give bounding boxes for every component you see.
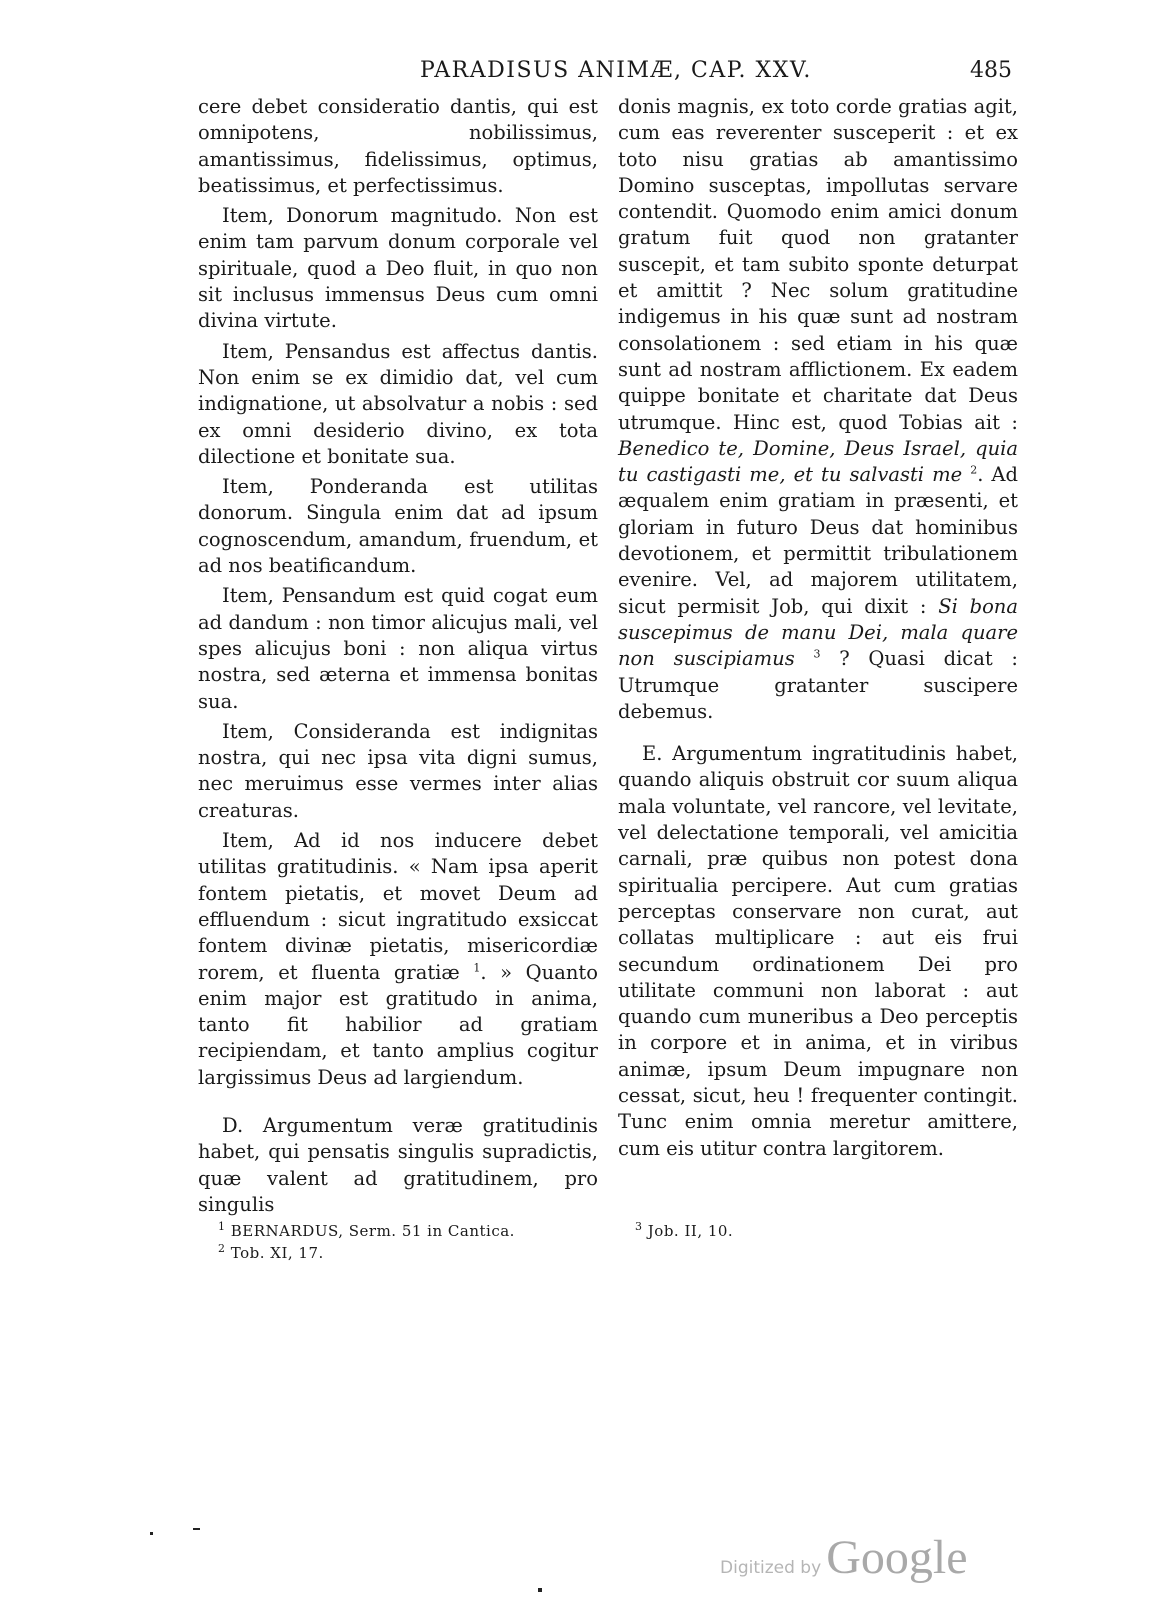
running-header <box>0 58 1169 88</box>
footnote-mark: 1 <box>218 1220 226 1233</box>
paragraph <box>618 94 1018 725</box>
watermark-prefix: Digitized by <box>720 1558 822 1578</box>
paragraph: Item, Consideranda est indignitas nostra, qui nec ipsa vita digni sumus, nec meruimus esse vermes inter alias creaturas. <box>198 719 598 822</box>
digitized-watermark <box>720 1530 968 1590</box>
footnote-text: BERNARDUS, Serm. 51 in Cantica. <box>230 1222 515 1240</box>
paragraph: Item, Pensandus est affectus dantis. Non enim se ex dimidio dat, vel cum indignatione, ut absolvatur a nobis : sed ex omni desiderio divino, ex tota dilectione et bonitate sua. <box>198 339 598 468</box>
page-number: 485 <box>970 58 1012 83</box>
left-column <box>198 94 598 1222</box>
google-logo: Google <box>826 1531 968 1584</box>
paragraph: cere debet consideratio dantis, qui est omnipotens, nobilissimus, amantissimus, fidelissimus, optimus, beatissimus, et perfectissimus. <box>198 95 598 197</box>
paragraph: Item, Donorum magnitudo. Non est enim tam parvum donum corporale vel spirituale, quod a Deo fluit, in quo non sit inclusus immensus Deus cum omni divina virtute. <box>198 204 598 333</box>
footnote <box>635 1220 995 1242</box>
scripture-quote: Si bona suscepimus de manu Dei, mala quare non suscipiamus <box>618 594 1018 671</box>
scan-speck <box>150 1532 153 1535</box>
footnote-reference: 3 <box>813 647 821 661</box>
footnote-reference: 2 <box>970 463 978 477</box>
section-paragraph-e: E. Argumentum ingratitudinis habet, quando aliquis obstruit cor suum aliqua mala voluntate, vel rancore, vel levitate, vel delectatione temporali, vel amicitia carnali, præ quibus non potest dona spiritualia percipere. Aut cum gratias perceptas conservare non curat, aut collatas multiplicare : aut eis frui secundum ordinationem Dei pro utilitate communi non laborat : aut quando cum muneribus a Deo perceptis in corpore et in anima, et in viribus animæ, ipsum Deum impugnare non cessat, sicut, heu ! frequenter contingit. Tunc enim omnia meretur amittere, cum eis utitur contra largitorem. <box>618 742 1018 1160</box>
footnote <box>218 1220 598 1242</box>
paragraph: Item, Pensandum est quid cogat eum ad dandum : non timor alicujus mali, vel spes alicujus boni : non aliqua virtus nostra, sed æterna et immensa bonitas sua. <box>198 584 598 713</box>
scan-speck <box>538 1588 542 1592</box>
footnotes-left <box>218 1220 598 1264</box>
paragraph-text: donis magnis, ex toto corde gratias agit, cum eas reverenter susceperit : et ex toto nisu gratias ab amantissimo Domino susceptas, impollutas servare contendit. Quomodo enim amici donum gratum fuit quod non gratanter suscepit, et tam subito sponte deturpat et amittit ? Nec solum gratitudine indigemus in his quæ sunt ad nostram consolationem : sed etiam in his quæ sunt ad nostram afflictionem. Ex eadem quippe bonitate et charitate dat Deus utrumque. Hinc est, quod Tobias ait : <box>618 95 1018 434</box>
scripture-quote: Benedico te, Domine, Deus Israel, quia tu castigasti me, et tu salvasti me <box>618 436 1018 487</box>
section-paragraph-d: D. Argumentum veræ gratitudinis habet, qui pensatis singulis supradictis, quæ valent ad gratitudinem, pro singulis <box>198 1113 598 1216</box>
footnote-reference: 1 <box>473 961 481 974</box>
footnote-text: Job. II, 10. <box>647 1222 734 1240</box>
footnote-mark: 2 <box>218 1242 226 1255</box>
paragraph-text: ? Quasi dicat : Utrumque gratanter suscipere debemus. <box>618 647 1018 723</box>
paragraph-text: . Ad æqualem enim gratiam in præsenti, et gloriam in futuro Deus dat hominibus devotionem, et permittit tribulationem evenire. Vel, ad majorem utilitatem, sicut permisit Job, qui dixit : <box>618 463 1018 618</box>
paragraph <box>198 828 598 1091</box>
paragraph-text: Item, Ad id nos inducere debet utilitas gratitudinis. « Nam ipsa aperit fontem pietatis, et movet Deum ad effluendum : sicut ingratitudo exsiccat fontem divinæ pietatis, misericordiæ rorem, et fluenta gratiæ <box>198 829 598 984</box>
footnote-mark: 3 <box>635 1220 643 1233</box>
footnote-text: Tob. XI, 17. <box>230 1244 324 1262</box>
scan-speck <box>193 1528 200 1530</box>
paragraph-text: . » Quanto enim major est gratitudo in anima, tanto fit habilior ad gratiam recipiendam, et tanto amplius cogitur largissimus Deus ad largiendum. <box>198 960 598 1089</box>
running-title: PARADISUS ANIMÆ, CAP. XXV. <box>420 58 812 83</box>
footnotes-right <box>635 1220 995 1242</box>
right-column <box>618 94 1018 1166</box>
footnote <box>218 1242 598 1264</box>
paragraph: Item, Ponderanda est utilitas donorum. Singula enim dat ad ipsum cognoscendum, amandum, fruendum, et ad nos beatificandum. <box>198 475 598 578</box>
